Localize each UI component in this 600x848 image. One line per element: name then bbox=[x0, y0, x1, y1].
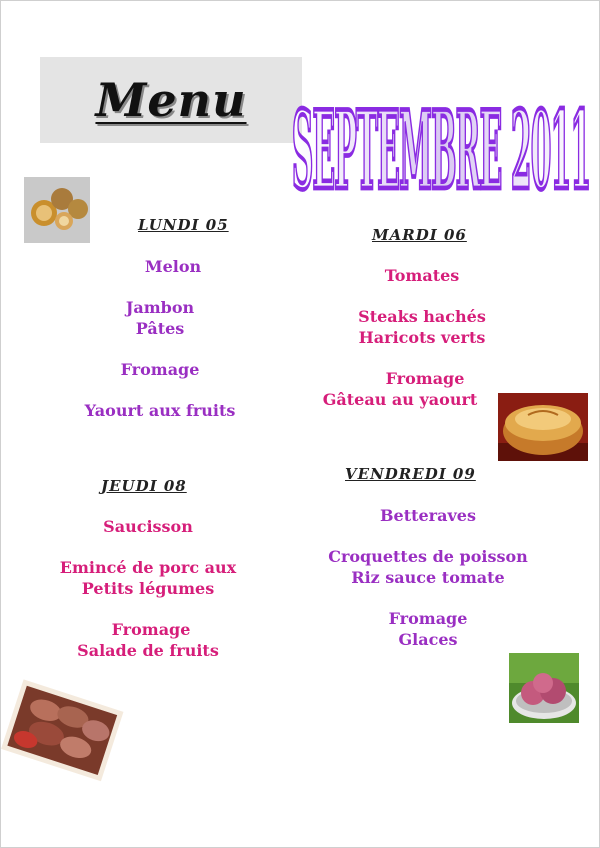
menu-item: Fromage bbox=[111, 620, 191, 639]
month-text: SEPTEMBRE 2011 bbox=[291, 87, 591, 214]
menu-item: Gâteau au yaourt bbox=[322, 390, 478, 409]
menu-item: Jambon bbox=[125, 298, 195, 317]
ice-cream-photo bbox=[509, 653, 579, 723]
day-heading-jeudi: JEUDI 08 bbox=[101, 477, 187, 495]
day-heading-vendredi: VENDREDI 09 bbox=[345, 465, 476, 483]
menu-item: Salade de fruits bbox=[77, 641, 219, 660]
menu-item: Riz sauce tomate bbox=[351, 568, 505, 587]
charcuterie-photo bbox=[0, 680, 122, 782]
menu-item: Haricots verts bbox=[358, 328, 486, 347]
menu-item: Fromage bbox=[120, 360, 200, 379]
menu-item: Croquettes de poisson bbox=[328, 547, 528, 566]
menu-item: Pâtes bbox=[135, 319, 185, 338]
menu-item: Petits légumes bbox=[81, 579, 215, 598]
day-heading-mardi: MARDI 06 bbox=[372, 226, 467, 244]
day-heading-lundi: LUNDI 05 bbox=[138, 216, 229, 234]
menu-item: Yaourt aux fruits bbox=[84, 401, 236, 420]
month-wordart bbox=[291, 80, 591, 214]
menu-item: Fromage bbox=[385, 369, 465, 388]
menu-item: Fromage bbox=[388, 609, 468, 628]
menu-item: Saucisson bbox=[103, 517, 193, 536]
menu-item: Steaks hachés bbox=[358, 307, 486, 326]
menu-title: Menu bbox=[95, 73, 247, 127]
title-box bbox=[40, 57, 302, 143]
menu-item: Tomates bbox=[384, 266, 460, 285]
melon-photo bbox=[24, 177, 90, 243]
menu-item: Melon bbox=[144, 257, 202, 276]
menu-item: Emincé de porc aux bbox=[59, 558, 237, 577]
menu-item: Glaces bbox=[398, 630, 458, 649]
yogurt-cake-photo bbox=[498, 393, 588, 461]
menu-item: Betteraves bbox=[380, 506, 476, 525]
